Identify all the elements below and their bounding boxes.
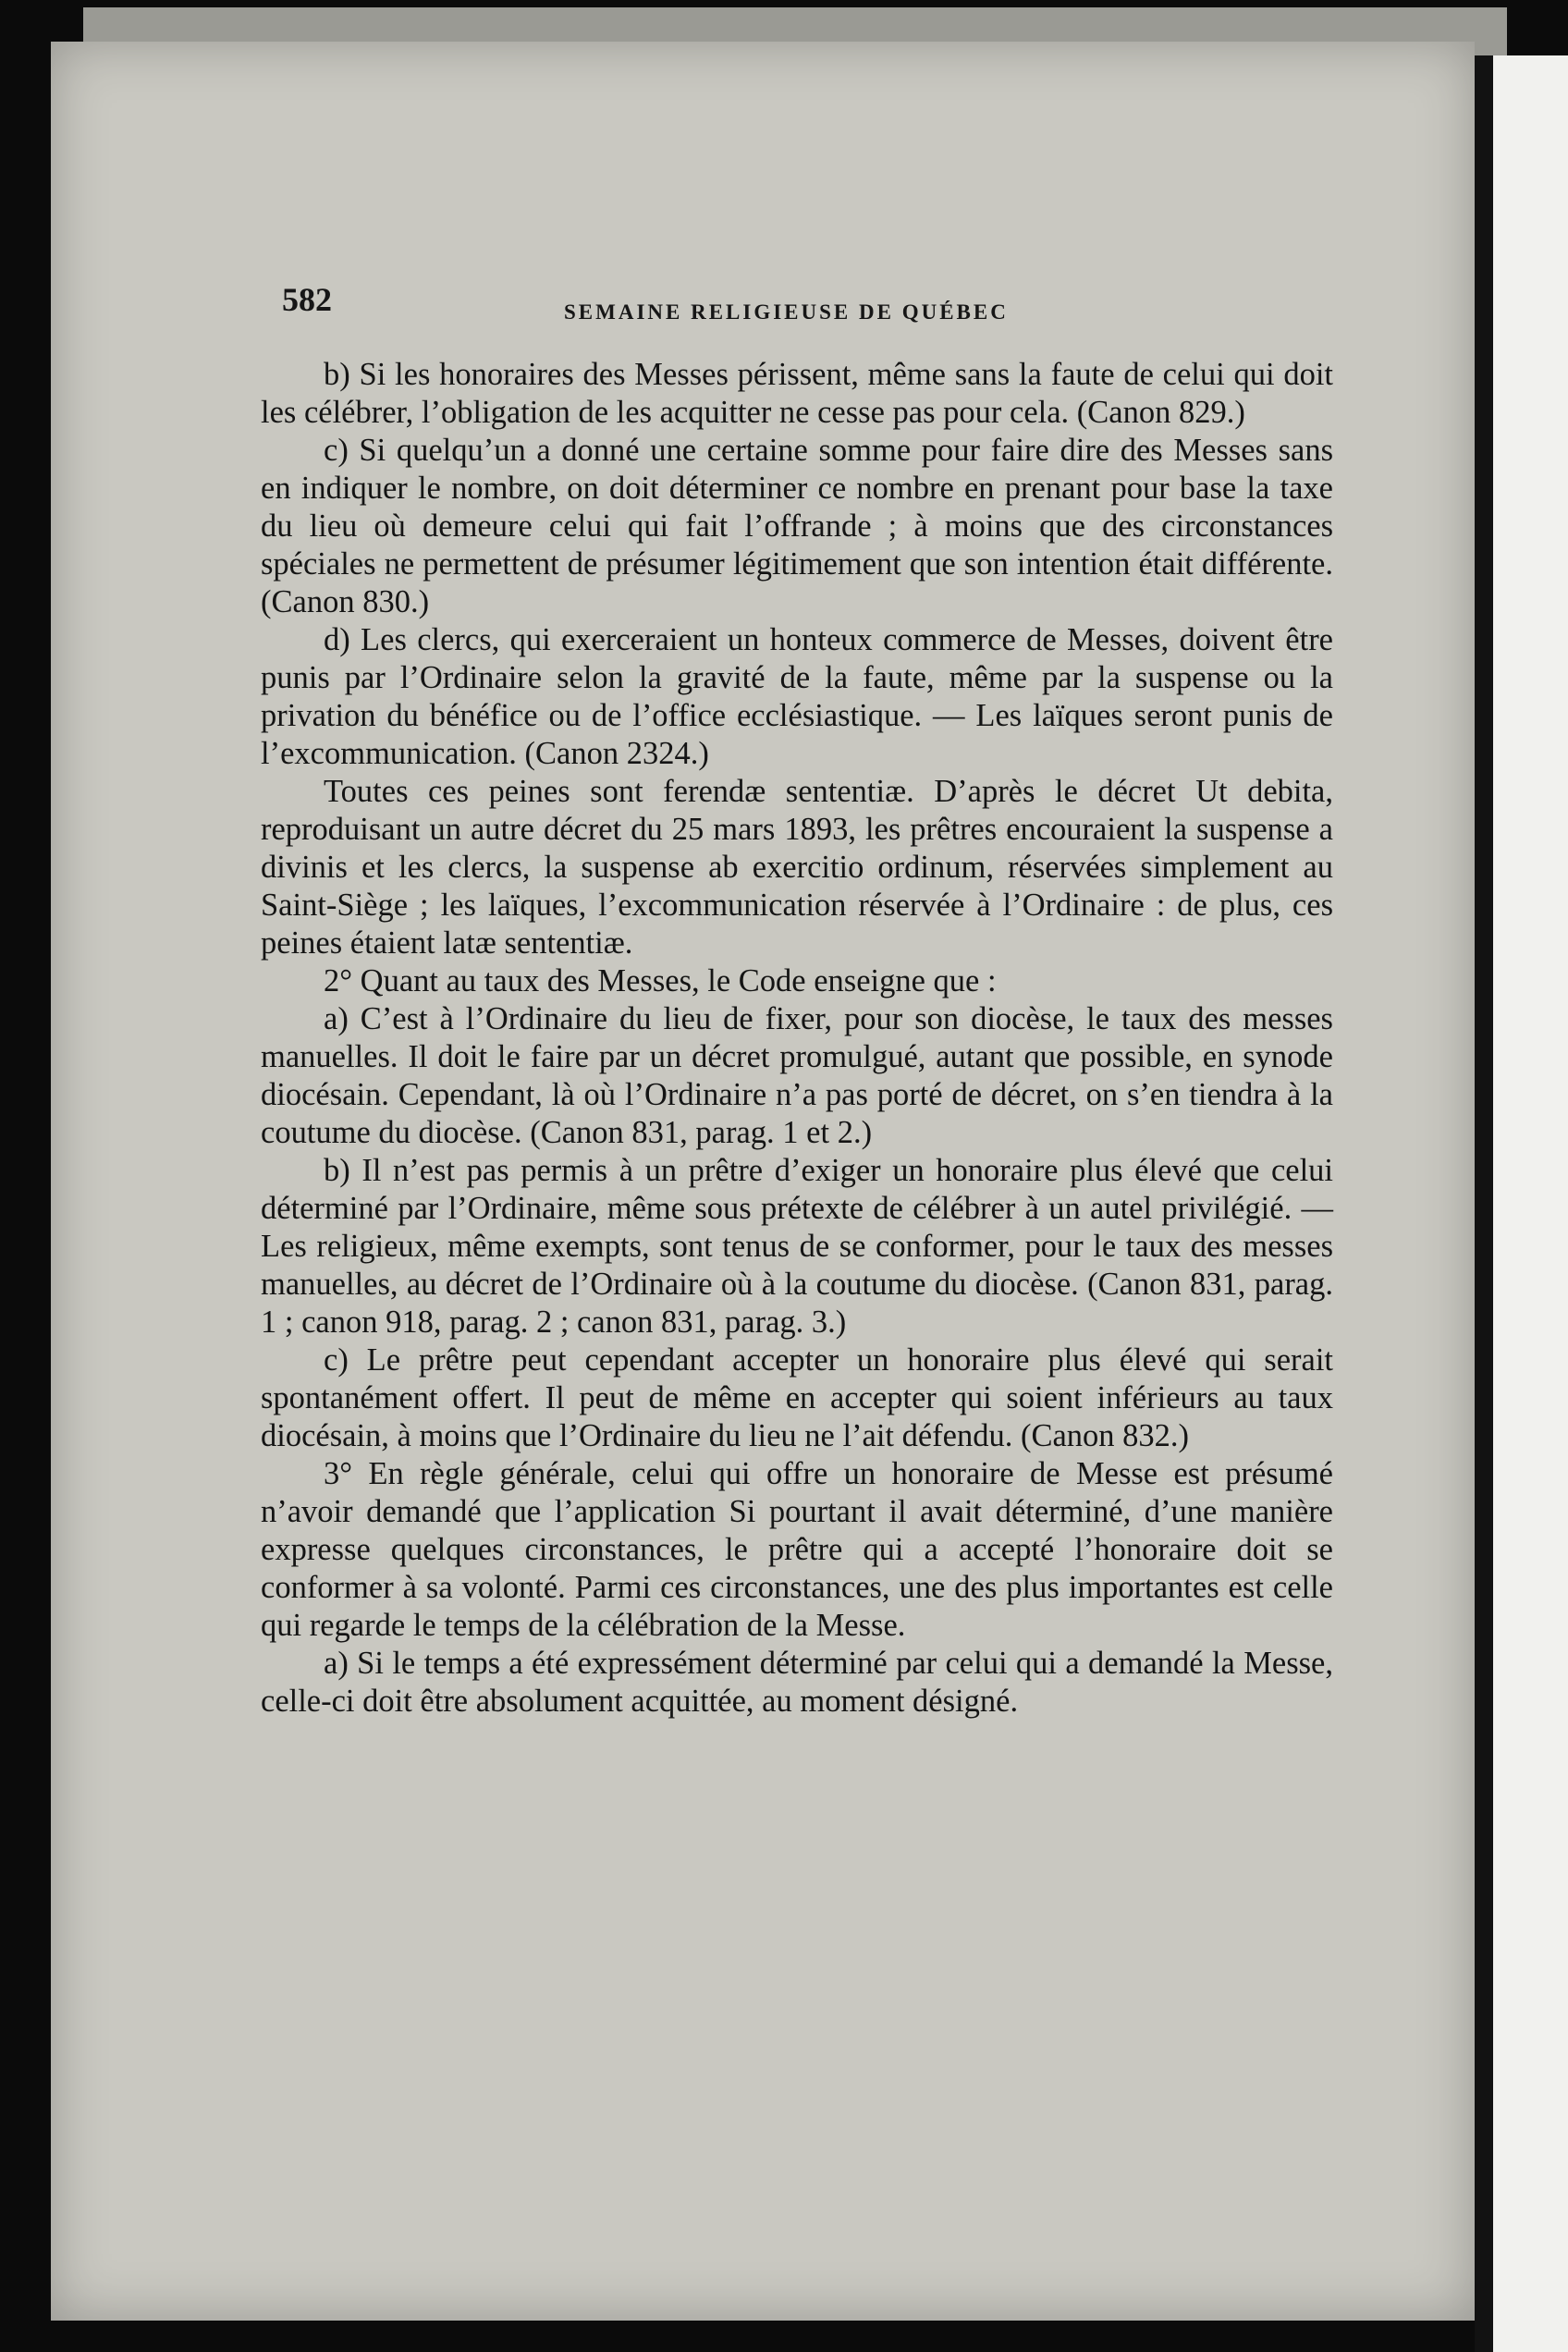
paragraph-a-ordinaire: a) C’est à l’Ordinaire du lieu de fixer, pour son diocèse, le taux des messes manuelles. Il doit le faire par un décret promulgué, autant que possible, en synode diocésain. Cependant, là où l’Ordinaire n’a pas porté de décret, on s’en tiendra à la coutume du diocèse. (Canon 831, parag. 1 et 2.)	[261, 1001, 1333, 1150]
paragraph-regle-generale: 3° En règle générale, celui qui offre un honoraire de Messe est présumé n’avoir demandé que l’application Si pourtant il avait déterminé, d’une manière expresse quelques circonstances, le prêtre qui a accepté l’honoraire doit se conformer à sa volonté. Parmi ces circonstances, une des plus importantes est celle qui regarde le temps de la célébration de la Messe.	[261, 1456, 1333, 1643]
scan-edge-light	[1493, 55, 1568, 2352]
scan-edge-dark	[1475, 55, 1493, 2352]
page-number: 582	[282, 281, 332, 318]
paragraph-taux-messes: 2° Quant au taux des Messes, le Code enseigne que :	[324, 963, 997, 998]
body-text	[261, 356, 1333, 1721]
paragraph-peines: Toutes ces peines sont ferendæ sententiæ. D’après le décret Ut debita, reproduisant un autre décret du 25 mars 1893, les prêtres encouraient la suspense a divinis et les clercs, la suspense ab exercitio ordinum, réservées simplement au Saint-Siège ; les laïques, l’excommunication réservée à l’Ordinaire : de plus, ces peines étaient latæ sententiæ.	[261, 774, 1333, 961]
paragraph-c-somme: c) Si quelqu’un a donné une certaine somme pour faire dire des Messes sans en indiquer le nombre, on doit déterminer ce nombre en prenant pour base la taxe du lieu où demeure celui qui fait l’offrande ; à moins que des circonstances spéciales ne permettent de présumer légitimement que son intention était différente. (Canon 830.)	[261, 433, 1333, 619]
paragraph-a-temps: a) Si le temps a été expressément déterminé par celui qui a demandé la Messe, celle-ci doit être absolument acquittée, au moment désigné.	[261, 1646, 1333, 1719]
paragraph-b-honoraires: b) Si les honoraires des Messes périssent, même sans la faute de celui qui doit les célébrer, l’obligation de les acquitter ne cesse pas pour cela. (Canon 829.)	[261, 357, 1333, 430]
paragraph-c-accepter: c) Le prêtre peut cependant accepter un honoraire plus élevé qui serait spontanément offert. Il peut de même en accepter qui soient inférieurs au taux diocésain, à moins que l’Ordinaire du lieu ne l’ait défendu. (Canon 832.)	[261, 1342, 1333, 1453]
running-head: SEMAINE RELIGIEUSE DE QUÉBEC	[564, 300, 1009, 324]
paragraph-d-clercs: d) Les clercs, qui exerceraient un honteux commerce de Messes, doivent être punis par l’Ordinaire selon la gravité de la faute, même par la suspense ou la privation du bénéfice ou de l’office ecclésiastique. — Les laïques seront punis de l’excommunication. (Canon 2324.)	[261, 622, 1333, 771]
paragraph-b-exiger: b) Il n’est pas permis à un prêtre d’exiger un honoraire plus élevé que celui déterminé par l’Ordinaire, même sous prétexte de célébrer à un autel privilégié. — Les religieux, même exempts, sont tenus de se conformer, pour le taux des messes manuelles, au décret de l’Ordinaire où à la coutume du diocèse. (Canon 831, parag. 1 ; canon 918, parag. 2 ; canon 831, parag. 3.)	[261, 1153, 1333, 1340]
page-header	[282, 280, 1336, 326]
